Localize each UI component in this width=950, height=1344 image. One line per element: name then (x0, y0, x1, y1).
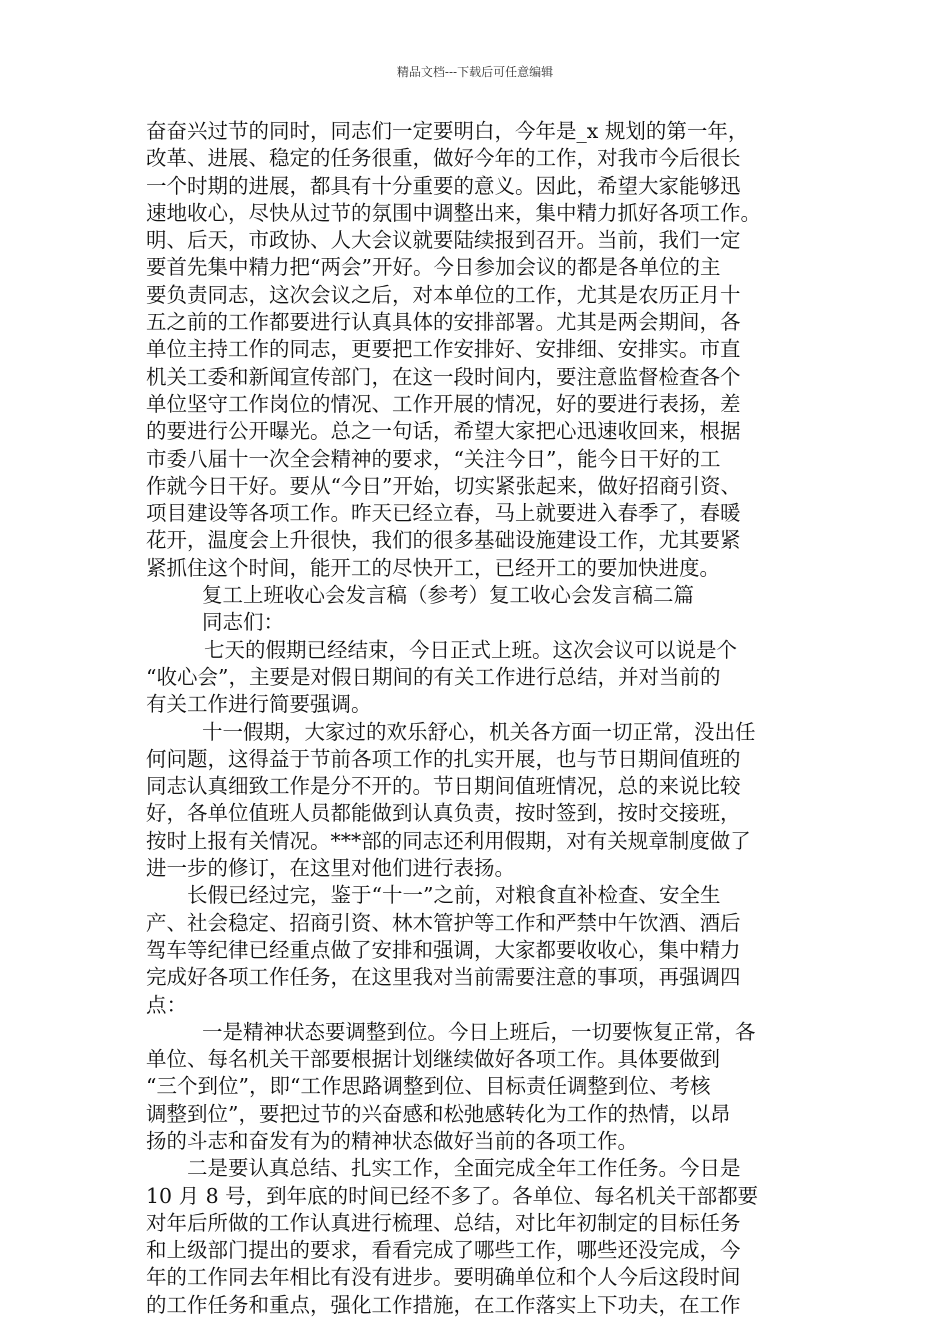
text-line: 十一假期，大家过的欢乐舒心，机关各方面一切正常，没出任 (202, 719, 756, 744)
text-line: 单位、每名机关干部要根据计划继续做好各项工作。具体要做到 (146, 1047, 720, 1072)
text-line: 二是要认真总结、扎实工作，全面完成全年工作任务。今日是 (187, 1156, 741, 1181)
text-line: 紧抓住这个时间，能开工的尽快开工，已经开工的要加快进度。 (146, 555, 720, 580)
text-line: 同志们： (202, 610, 284, 635)
text-line: 项目建设等各项工作。昨天已经立春，马上就要进入春季了，春暖 (146, 501, 741, 526)
text-line: 改革、进展、稳定的任务很重，做好今年的工作，对我市今后很长 (146, 146, 741, 171)
text-line: 按时上报有关情况。***部的同志还利用假期，对有关规章制度做了 (146, 828, 751, 853)
text-line: 好，各单位值班人员都能做到认真负责，按时签到，按时交接班， (146, 801, 741, 826)
text-line: 一个时期的进展，都具有十分重要的意义。因此，希望大家能够迅 (146, 173, 741, 198)
paragraph (146, 1155, 836, 1182)
paragraph (146, 1183, 836, 1319)
text-line: 一是精神状态要调整到位。今日上班后，一切要恢复正常，各 (202, 1019, 756, 1044)
paragraph (146, 910, 836, 1019)
paragraph (146, 664, 836, 719)
paragraph (146, 582, 836, 609)
text-line: 速地收心，尽快从过节的氛围中调整出来，集中精力抓好各项工作。 (146, 200, 761, 225)
text-line: 市委八届十一次全会精神的要求，“关注今日”，能今日干好的工 (146, 446, 721, 471)
paragraph (146, 1046, 836, 1155)
text-line: 的要进行公开曝光。总之一句话，希望大家把心迅速收回来，根据 (146, 419, 741, 444)
text-line: 年的工作同去年相比有没有进步。要明确单位和个人今后这段时间 (146, 1265, 741, 1290)
text-line: “收心会”，主要是对假日期间的有关工作进行总结，并对当前的 (146, 664, 721, 689)
text-line: 对年后所做的工作认真进行梳理、总结，对比年初制定的目标任务 (146, 1210, 741, 1235)
text-line: 明、后天，市政协、人大会议就要陆续报到召开。当前，我们一定 (146, 228, 741, 253)
paragraph (146, 1019, 836, 1046)
text-line: 单位坚守工作岗位的情况、工作开展的情况，好的要进行表扬，差 (146, 391, 741, 416)
page-header: 精品文档---下载后可任意编辑 (396, 65, 554, 79)
text-line: 点： (146, 992, 187, 1017)
text-line: 长假已经过完，鉴于“十一”之前，对粮食直补检查、安全生 (187, 883, 721, 908)
text-line: 10 月 8 号，到年底的时间已经不多了。各单位、每名机关干部都要 (146, 1183, 759, 1208)
text-line: 何问题，这得益于节前各项工作的扎实开展，也与节日期间值班的 (146, 746, 741, 771)
text-line: 同志认真细致工作是分不开的。节日期间值班情况，总的来说比较 (146, 774, 741, 799)
text-line: 的工作任务和重点，强化工作措施，在工作落实上下功夫，在工作 (146, 1292, 741, 1317)
document-body (146, 118, 836, 1319)
text-line: 扬的斗志和奋发有为的精神状态做好当前的各项工作。 (146, 1128, 638, 1153)
text-line: 作就今日干好。要从“今日”开始，切实紧张起来，做好招商引资、 (146, 473, 741, 498)
text-line: 完成好各项工作任务，在这里我对当前需要注意的事项，再强调四 (146, 965, 741, 990)
text-line: 产、社会稳定、招商引资、林木管护等工作和严禁中午饮酒、酒后 (146, 910, 741, 935)
paragraph (146, 719, 836, 746)
text-line: 要首先集中精力把“两会”开好。今日参加会议的都是各单位的主 (146, 255, 721, 280)
text-line: 五之前的工作都要进行认真具体的安排部署。尤其是两会期间，各 (146, 310, 741, 335)
paragraph (146, 118, 836, 582)
paragraph (146, 609, 836, 636)
text-line: 要负责同志，这次会议之后，对本单位的工作，尤其是农历正月十 (146, 282, 741, 307)
text-line: 进一步的修订，在这里对他们进行表扬。 (146, 856, 515, 881)
text-line: 调整到位”，要把过节的兴奋感和松弛感转化为工作的热情，以昂 (146, 1101, 731, 1126)
text-line: 七天的假期已经结束，今日正式上班。这次会议可以说是个 (204, 637, 737, 662)
text-line: 单位主持工作的同志，更要把工作安排好、安排细、安排实。市直 (146, 337, 741, 362)
text-line: 奋奋兴过节的同时，同志们一定要明白，今年是_x 规划的第一年， (146, 119, 749, 143)
text-line: 驾车等纪律已经重点做了安排和强调，大家都要收收心，集中精力 (146, 937, 741, 962)
text-line: 复工上班收心会发言稿（参考）复工收心会发言稿二篇 (202, 583, 694, 608)
paragraph (146, 746, 836, 882)
text-line: 花开，温度会上升很快，我们的很多基础设施建设工作，尤其要紧 (146, 528, 741, 553)
text-line: 和上级部门提出的要求，看看完成了哪些工作，哪些还没完成，今 (146, 1238, 741, 1263)
text-line: 有关工作进行简要强调。 (146, 692, 372, 717)
paragraph (146, 637, 836, 664)
text-line: “三个到位”，即“工作思路调整到位、目标责任调整到位、考核 (146, 1074, 711, 1099)
paragraph (146, 882, 836, 909)
text-line: 机关工委和新闻宣传部门，在这一段时间内，要注意监督检查各个 (146, 364, 741, 389)
